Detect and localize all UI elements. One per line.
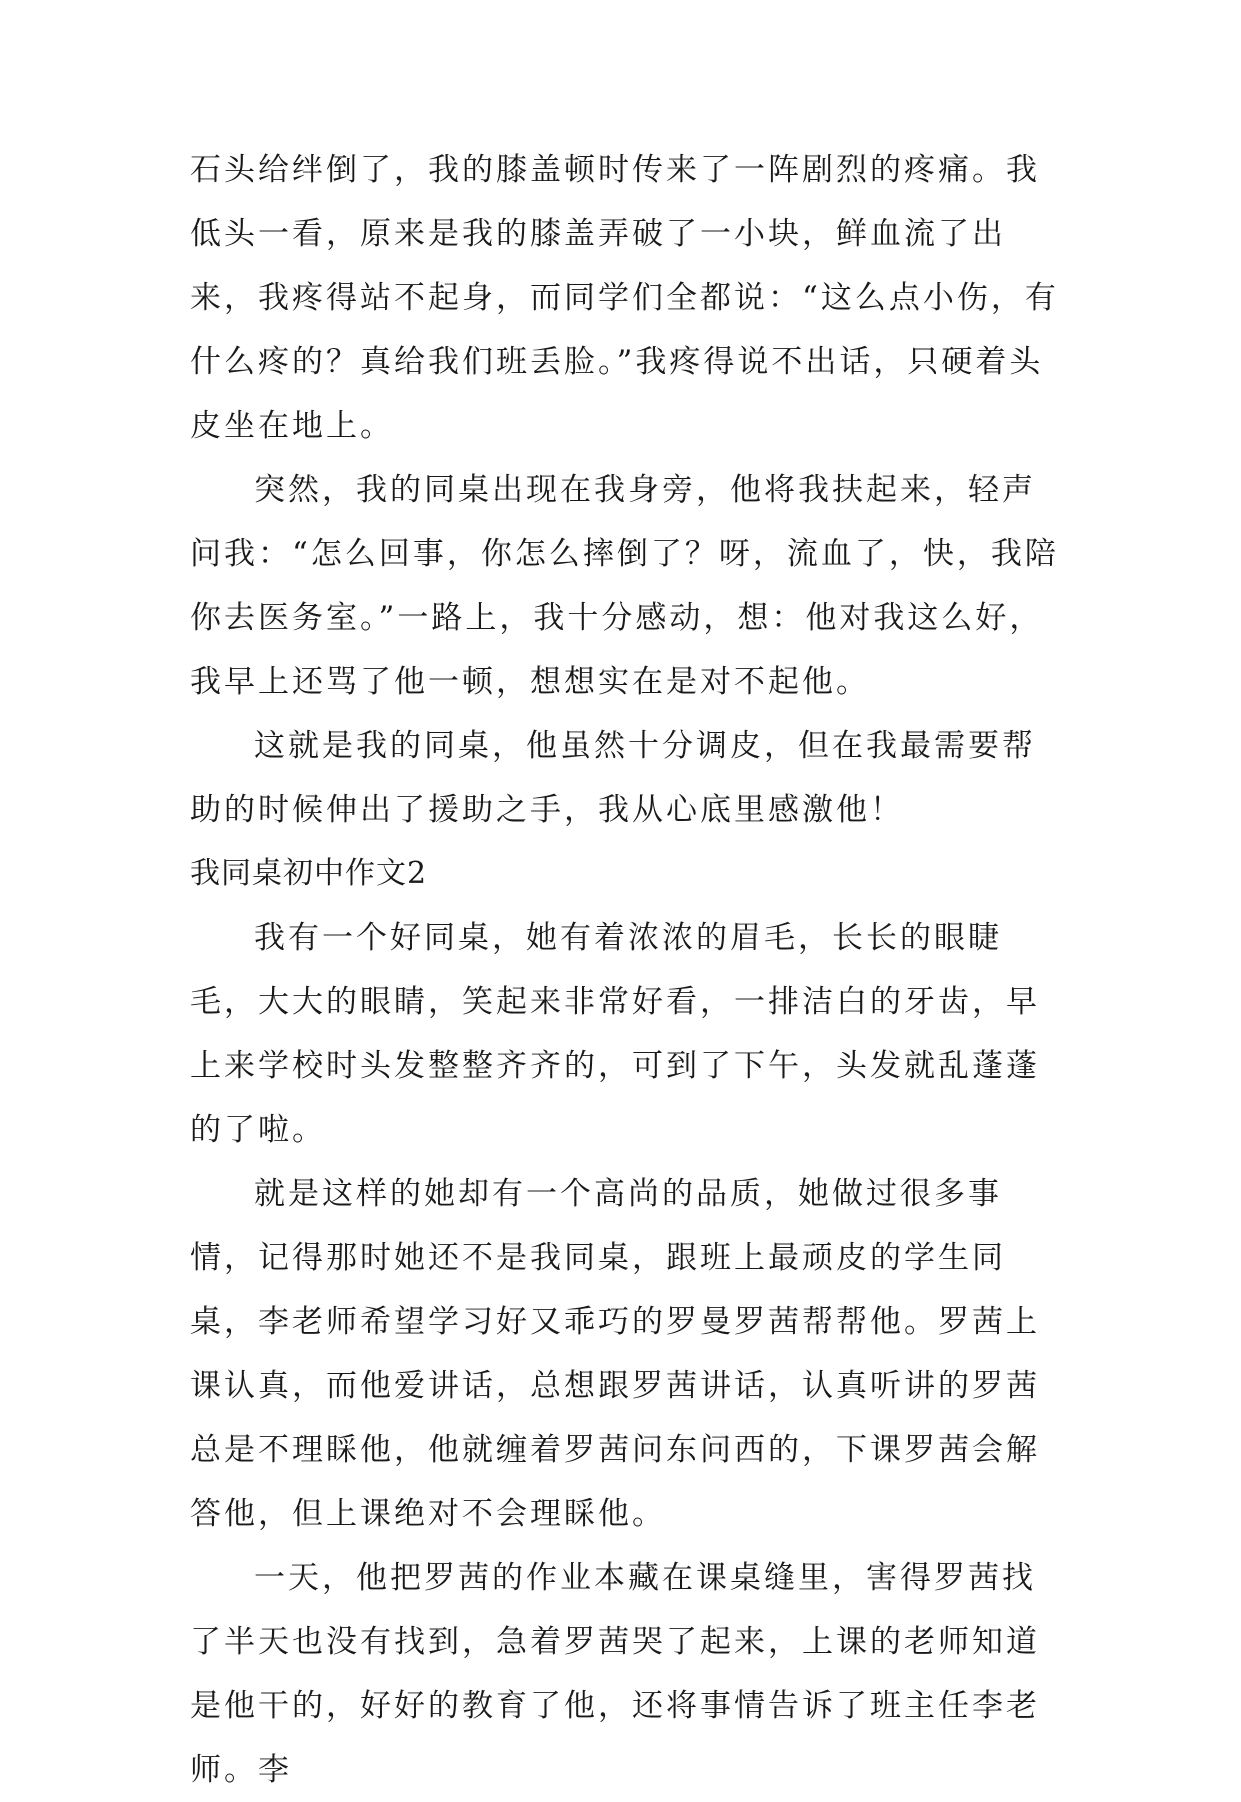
paragraph: 突然，我的同桌出现在我身旁，他将我扶起来，轻声问我：“怎么回事，你怎么摔倒了？呀，流血了，快，我陪你去医务室。”一路上，我十分感动，想：他对我这么好，我早上还骂了他一顿，想想实在是对不起他。: [190, 472, 1059, 700]
paragraph-continuation: 石头给绊倒了，我的膝盖顿时传来了一阵剧烈的疼痛。我低头一看，原来是我的膝盖弄破了一小块，鲜血流了出来，我疼得站不起身，而同学们全都说：“这么点小伤，有什么疼的？真给我们班丢脸。”我疼得说不出话，只硬着头皮坐在地上。: [190, 152, 1059, 444]
paragraph: 我有一个好同桌，她有着浓浓的眉毛，长长的眼睫毛，大大的眼睛，笑起来非常好看，一排洁白的牙齿，早上来学校时头发整整齐齐的，可到了下午，头发就乱蓬蓬的了啦。: [190, 920, 1040, 1148]
section-heading: 我同桌初中作文2: [190, 856, 428, 891]
document-body: [190, 138, 1060, 1802]
paragraph: 一天，他把罗茜的作业本藏在课桌缝里，害得罗茜找了半天也没有找到，急着罗茜哭了起来，上课的老师知道是他干的，好好的教育了他，还将事情告诉了班主任李老师。李: [190, 1560, 1040, 1788]
paragraph: 就是这样的她却有一个高尚的品质，她做过很多事情，记得那时她还不是我同桌，跟班上最顽皮的学生同桌，李老师希望学习好又乖巧的罗曼罗茜帮帮他。罗茜上课认真，而他爱讲话，总想跟罗茜讲话，认真听讲的罗茜总是不理睬他，他就缠着罗茜问东问西的，下课罗茜会解答他，但上课绝对不会理睬他。: [190, 1176, 1040, 1532]
paragraph: 这就是我的同桌，他虽然十分调皮，但在我最需要帮助的时候伸出了援助之手，我从心底里感激他！: [190, 728, 1036, 828]
